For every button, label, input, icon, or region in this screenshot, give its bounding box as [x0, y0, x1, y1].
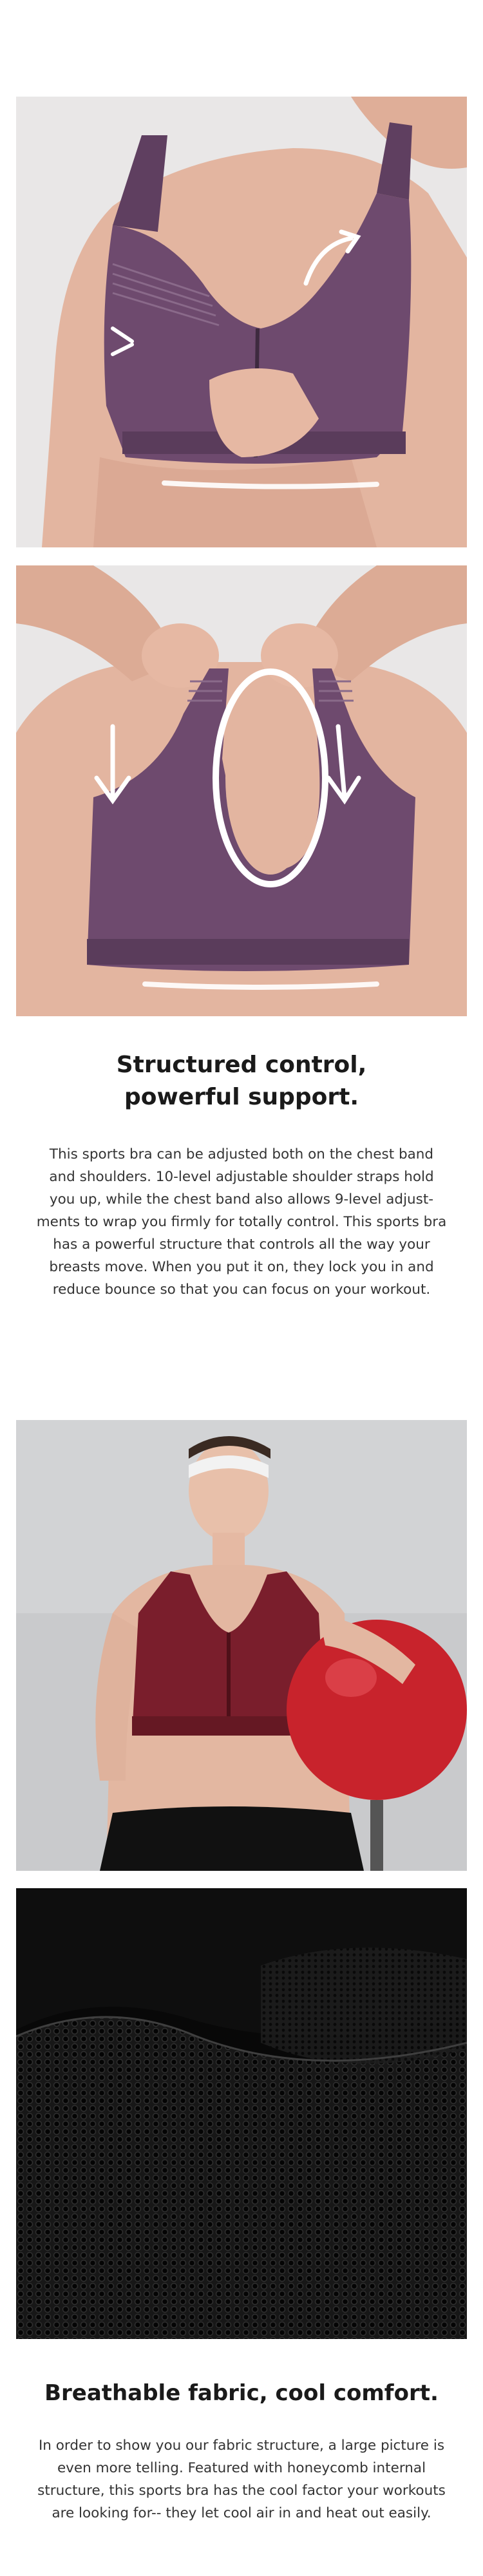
section1-body-line: ments to wrap you firmly for totally control. This sports bra [36, 1214, 447, 1230]
section2-body-line: In order to show you our fabric structure, a large picture is [38, 2438, 445, 2454]
shoulder-strap-adjust-photo [16, 565, 467, 1016]
honeycomb-fabric-closeup-photo [16, 1888, 467, 2339]
model-red-bra-photo [16, 1420, 467, 1871]
section1-body-line: and shoulders. 10-level adjustable shoulder straps hold [49, 1169, 434, 1185]
section1-body-line: breasts move. When you put it on, they lock you in and [49, 1259, 434, 1275]
chest-band-adjust-photo [16, 97, 467, 547]
section1-title-line2: powerful support. [124, 1084, 359, 1110]
section2-body [16, 2434, 467, 2524]
section1-body-line: reduce bounce so that you can focus on your workout. [52, 1282, 431, 1298]
section1-title-line1: Structured control, [116, 1052, 367, 1078]
section1-body-line: This sports bra can be adjusted both on the chest band [49, 1146, 434, 1162]
section2-body-line: structure, this sports bra has the cool factor your workouts [37, 2483, 446, 2499]
section1-body-line: you up, while the chest band also allows 9-level adjust- [49, 1191, 434, 1208]
section2-body-line: are looking for-- they let cool air in and heat out easily. [52, 2505, 431, 2521]
section1-body-line: has a powerful structure that controls all the way your [53, 1236, 430, 1253]
section1-body [16, 1143, 467, 1301]
section2-title: Breathable fabric, cool comfort. [44, 2380, 439, 2406]
section2-body-line: even more telling. Featured with honeycomb internal [57, 2460, 426, 2476]
